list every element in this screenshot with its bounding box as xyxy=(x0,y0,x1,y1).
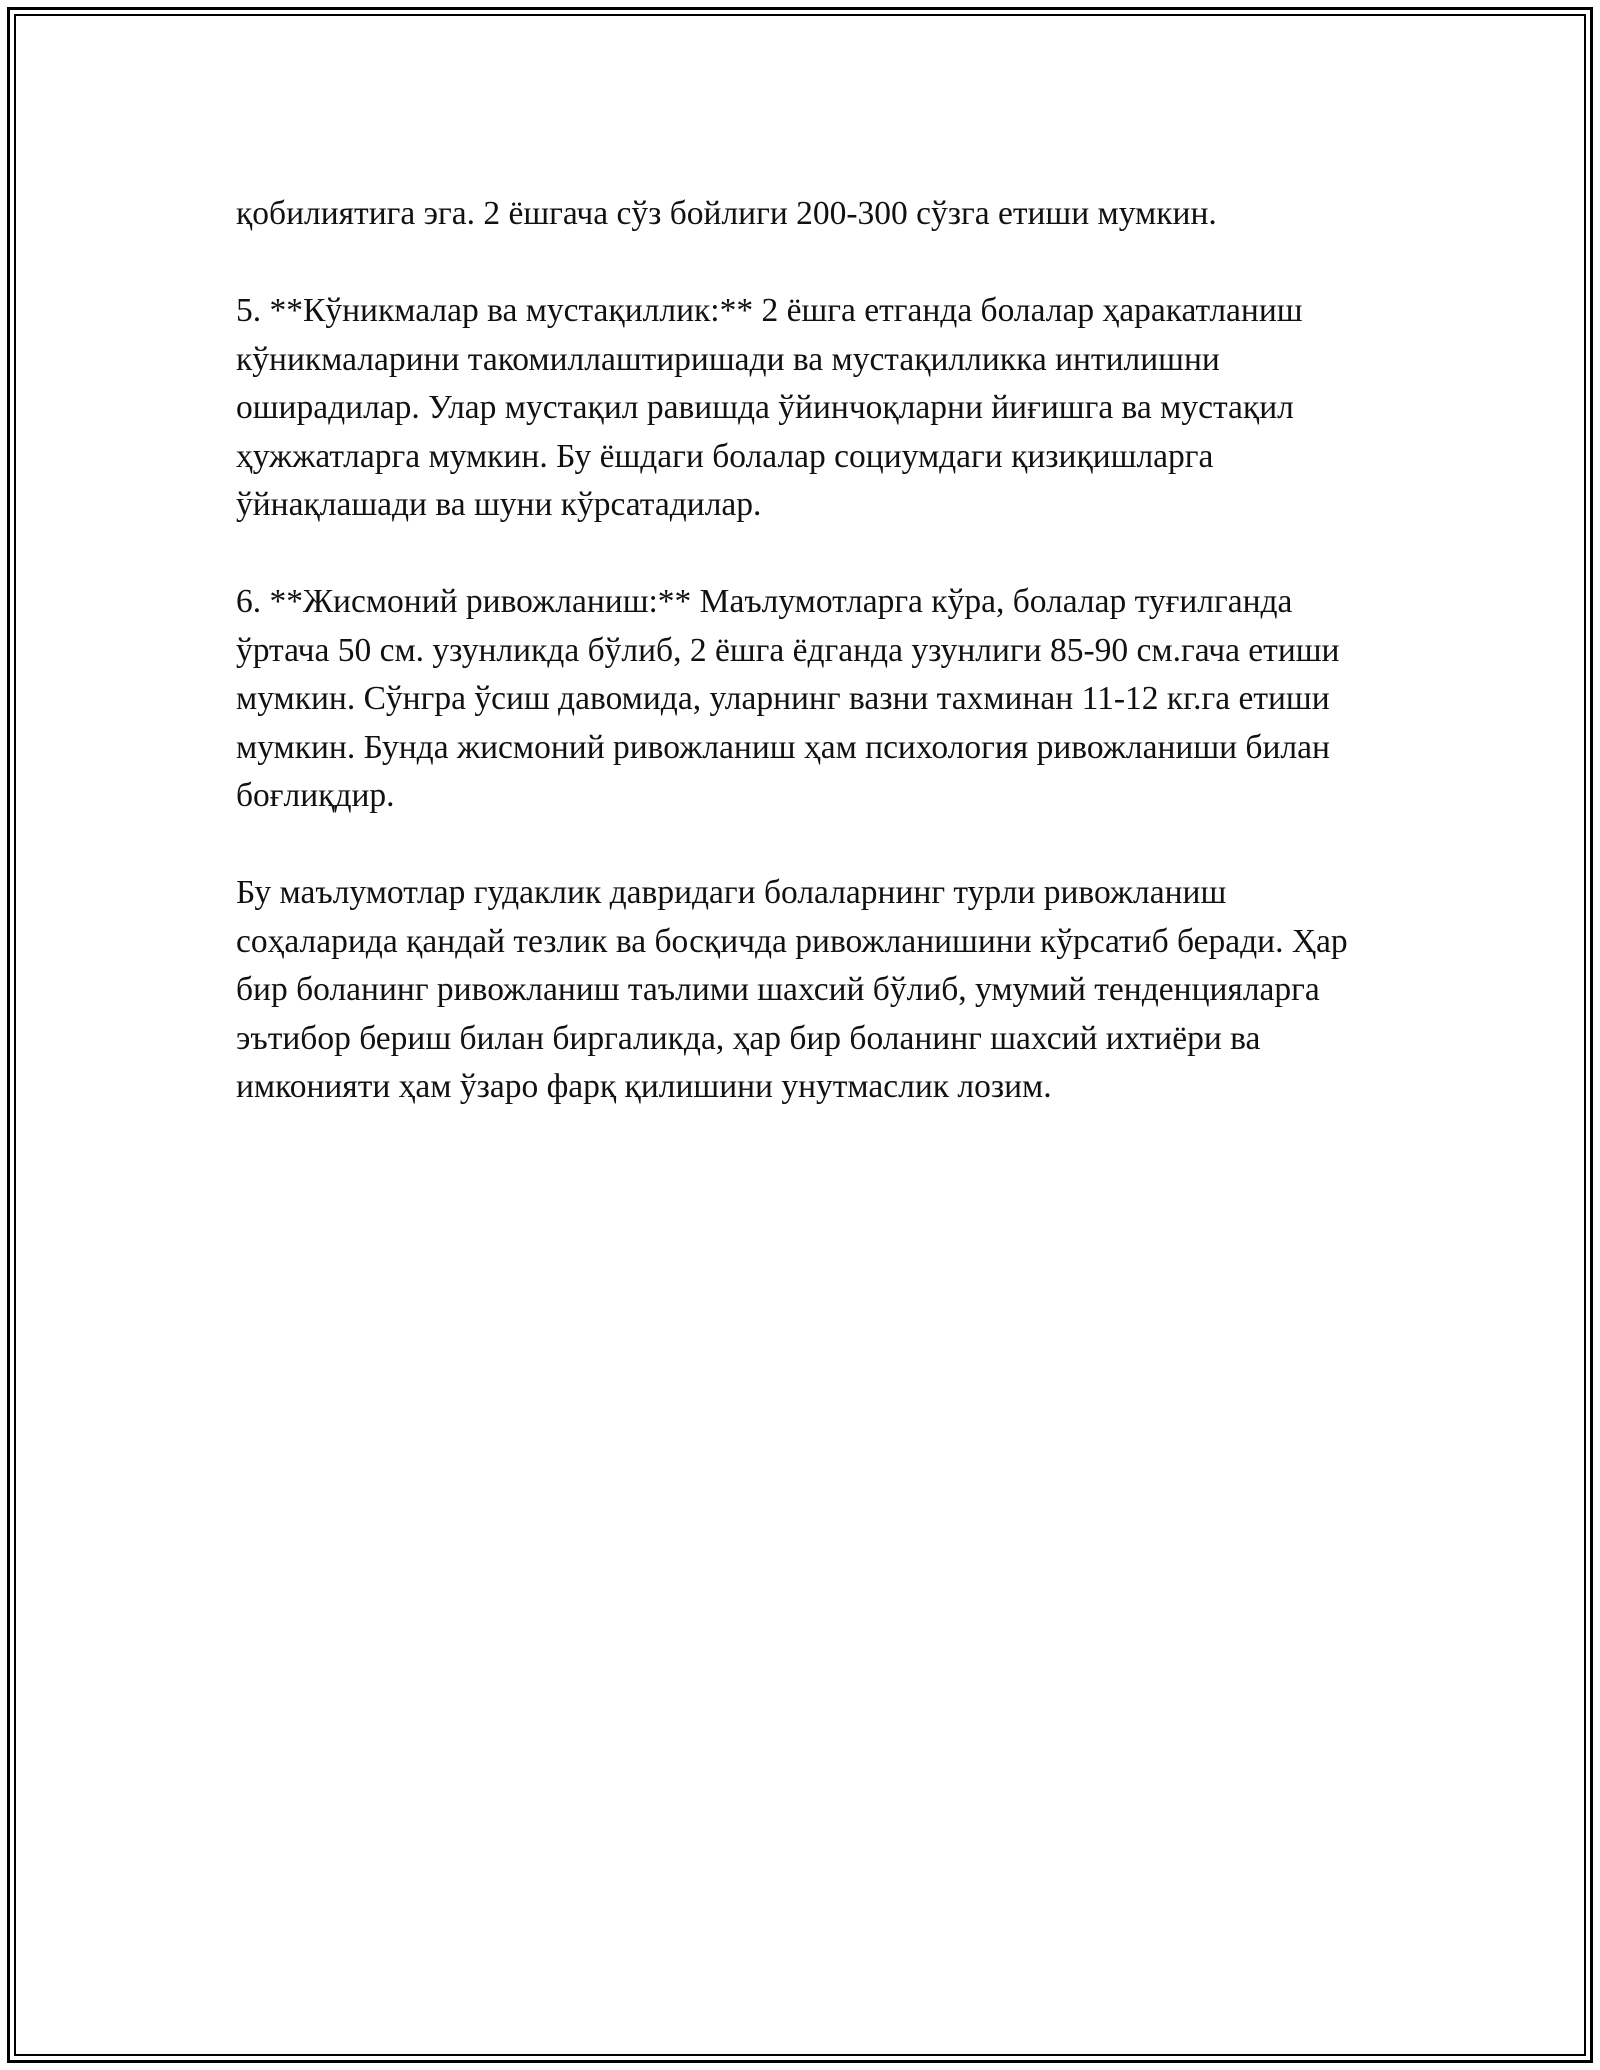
paragraph-physical-development: 6. **Жисмоний ривожланиш:** Маълумотларга кўра, болалар туғилганда ўртача 50 см. узунликда бўлиб, 2 ёшга ёдганда узунлиги 85-90 см.гача етиши мумкин. Сўнгра ўсиш давомида, уларнинг вазни тахминан 11-12 кг.га етиши мумкин. Бунда жисмоний ривожланиш ҳам психология ривожланиши билан боғлиқдир. xyxy=(236,583,1340,814)
document-body xyxy=(236,190,1386,1160)
paragraph-skills-independence: 5. **Кўникмалар ва мустақиллик:** 2 ёшга етганда болалар ҳаракатланиш кўникмаларини такомиллаштиришади ва мустақилликка интилишни оширадилар. Улар мустақил равишда ўйинчоқларни йиғишга ва мустақил ҳужжатларга мумкин. Бу ёшдаги болалар социумдаги қизиқишларга ўйнақлашади ва шуни кўрсатадилар. xyxy=(236,292,1303,523)
paragraph-vocabulary: қобилиятига эга. 2 ёшгача сўз бойлиги 200-300 сўзга етиши мумкин. xyxy=(236,195,1217,232)
paragraph-conclusion: Бу маълумотлар гудаклик давридаги болаларнинг турли ривожланиш соҳаларида қандай тезлик ва босқичда ривожланишини кўрсатиб беради. Ҳар бир боланинг ривожланиш таълими шахсий бўлиб, умумий тенденцияларга эътибор бериш билан биргаликда, ҳар бир боланинг шахсий ихтиёри ва имконияти ҳам ўзаро фарқ қилишини унутмаслик лозим. xyxy=(236,874,1348,1105)
